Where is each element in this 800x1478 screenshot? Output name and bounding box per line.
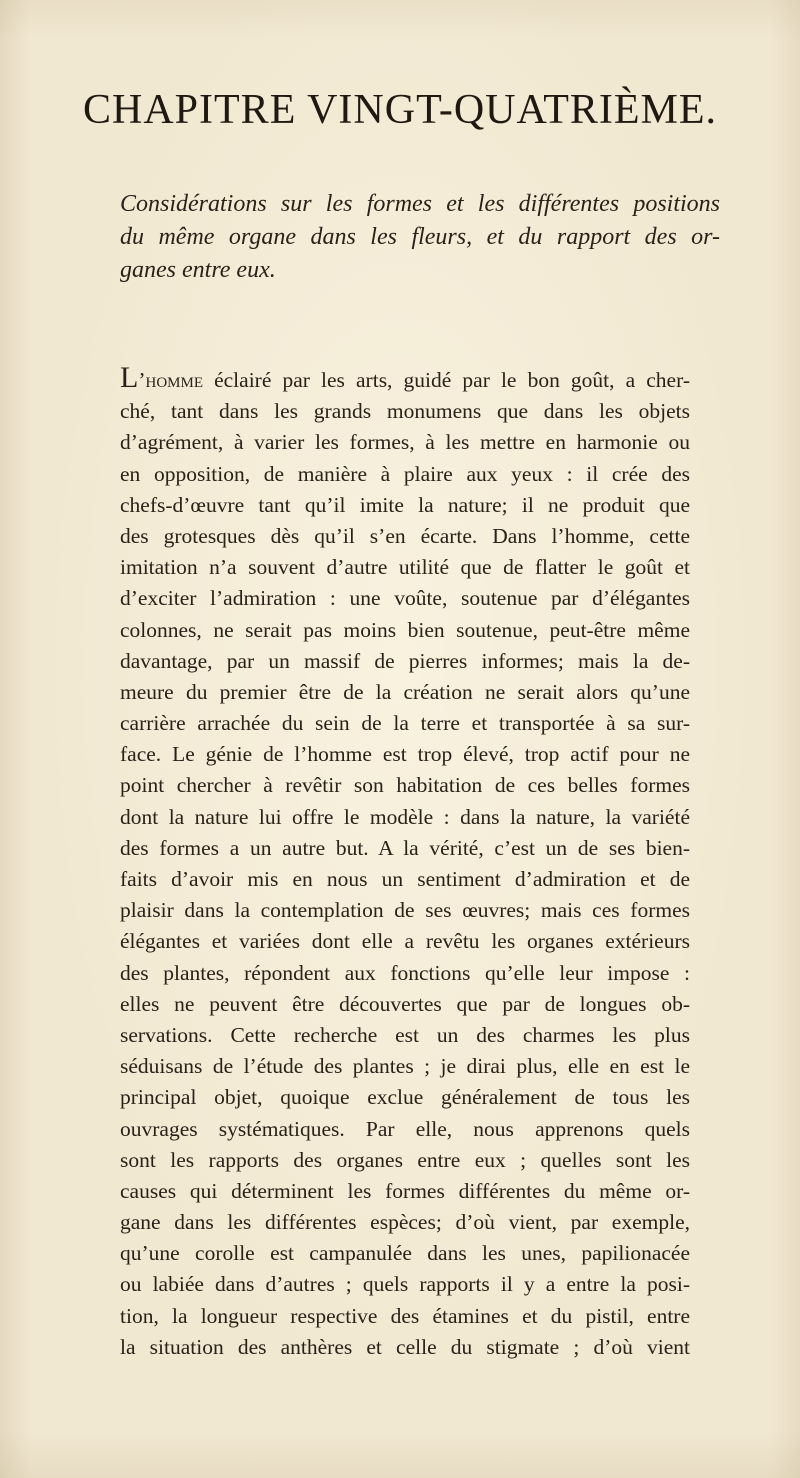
body-line: principal objet, quoique exclue généralement de tous les	[120, 1085, 690, 1110]
body-line: carrière arrachée du sein de la terre et transportée à sa sur-	[120, 711, 690, 736]
body-line: servations. Cette recherche est un des charmes les plus	[120, 1022, 690, 1047]
body-line: d’exciter l’admiration : une voûte, soutenue par d’élégantes	[120, 586, 690, 611]
body-lines	[120, 396, 690, 1363]
body-line: des formes a un autre but. A la vérité, c’est un de ses bien-	[120, 835, 690, 860]
body-line: imitation n’a souvent d’autre utilité que de flatter le goût et	[120, 555, 690, 580]
chapter-title: CHAPITRE VINGT-QUATRIÈME.	[83, 87, 717, 133]
body-line: colonnes, ne serait pas moins bien soutenue, peut-être même	[120, 617, 690, 642]
body-line: en opposition, de manière à plaire aux yeux : il crée des	[120, 461, 690, 486]
body-line: faits d’avoir mis en nous un sentiment d’admiration et de	[120, 867, 690, 891]
body-line: d’agrément, à varier les formes, à les mettre en harmonie ou	[120, 430, 690, 455]
chapter-summary	[120, 188, 720, 287]
body-line: sont les rapports des organes entre eux ; quelles sont les	[120, 1147, 690, 1172]
body-line: élégantes et variées dont elle a revêtu les organes extérieurs	[120, 929, 690, 954]
body-line: causes qui déterminent les formes différentes du même or-	[120, 1178, 690, 1203]
body-line: meure du premier être de la création ne serait alors qu’une	[120, 679, 690, 704]
body-line: dont la nature lui offre le modèle : dans la nature, la variété	[120, 804, 690, 829]
body-line: gane dans les différentes espèces; d’où vient, par exemple,	[120, 1210, 690, 1235]
body-line: qu’une corolle est campanulée dans les unes, papilionacée	[120, 1241, 690, 1266]
summary-line: ganes entre eux.	[120, 257, 276, 283]
body-line: elles ne peuvent être découvertes que par de longues ob-	[120, 991, 690, 1016]
summary-line: Considérations sur les formes et les différentes positions	[120, 191, 720, 217]
body-line: séduisans de l’étude des plantes ; je dirai plus, elle en est le	[120, 1054, 690, 1079]
body-line: plaisir dans la contemplation de ses œuvres; mais ces formes	[120, 898, 690, 923]
drop-cap: L	[120, 365, 139, 394]
body-line: chefs-d’œuvre tant qu’il imite la nature; il ne produit que	[120, 492, 690, 517]
body-paragraph	[120, 365, 690, 1363]
body-line: ou labiée dans d’autres ; quels rapports il y a entre la posi-	[120, 1272, 690, 1297]
summary-line: du même organe dans les fleurs, et du rapport des or-	[120, 224, 720, 250]
body-line: des plantes, répondent aux fonctions qu’elle leur impose :	[120, 960, 690, 985]
body-line: des grotesques dès qu’il s’en écarte. Dans l’homme, cette	[120, 523, 690, 548]
body-line: la situation des anthères et celle du stigmate ; d’où vient	[120, 1334, 690, 1359]
body-line: davantage, par un massif de pierres informes; mais la de-	[120, 648, 690, 673]
body-line: face. Le génie de l’homme est trop élevé, trop actif pour ne	[120, 742, 690, 767]
body-line: ouvrages systématiques. Par elle, nous apprenons quels	[120, 1116, 690, 1141]
small-caps-word: ’homme	[138, 368, 203, 392]
first-line-text: éclairé par les arts, guidé par le bon goût, a cher-	[203, 368, 690, 392]
body-line: point chercher à revêtir son habitation de ces belles formes	[120, 773, 690, 798]
body-line: ché, tant dans les grands monumens que dans les objets	[120, 399, 690, 424]
body-line: tion, la longueur respective des étamines et du pistil, entre	[120, 1303, 690, 1328]
body-line-first	[120, 365, 690, 396]
